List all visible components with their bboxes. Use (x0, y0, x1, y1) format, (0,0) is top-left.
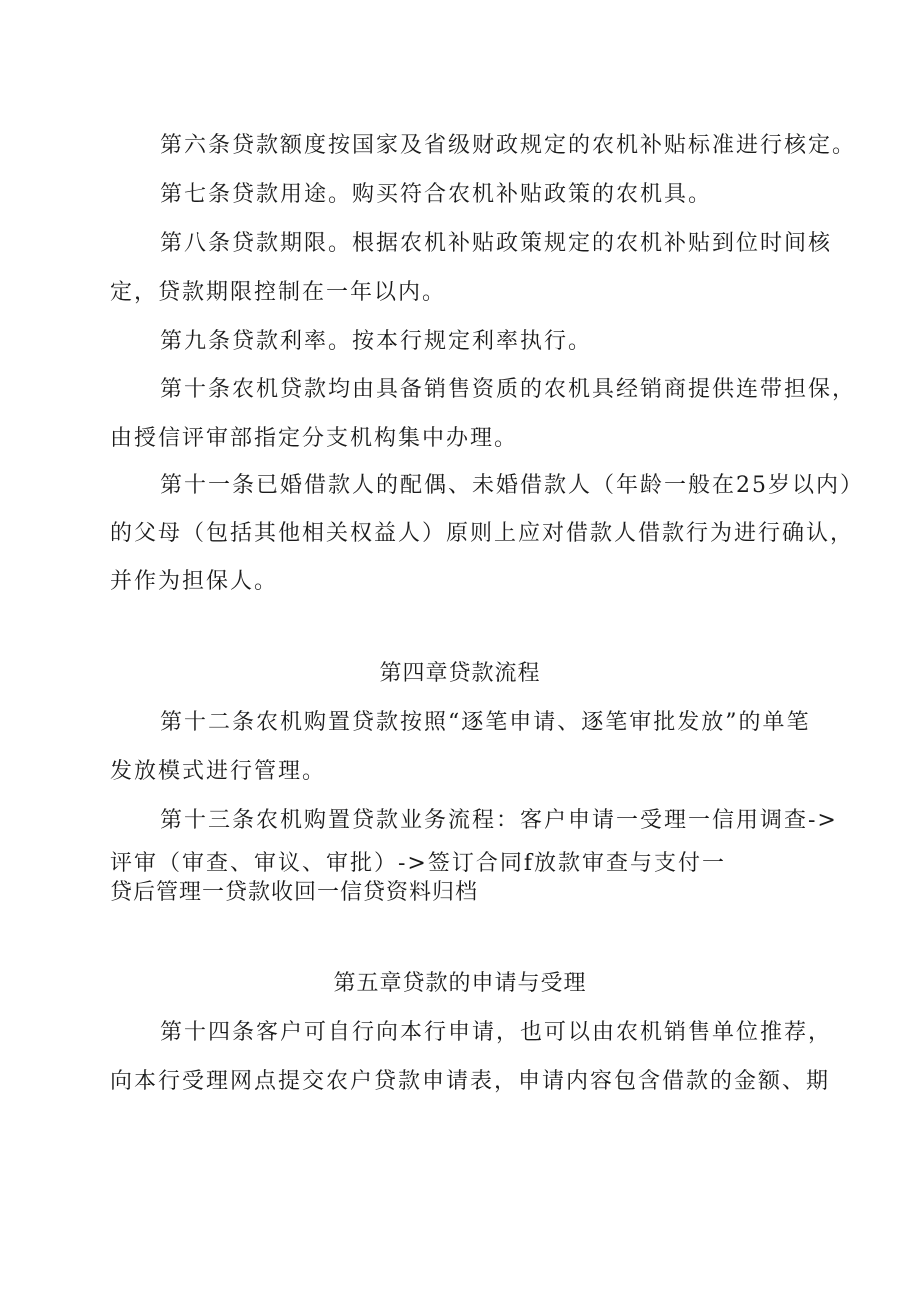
article-12-line-2: 发放模式进行管理。 (110, 759, 327, 784)
chapter-4-heading: 第四章贷款流程 (379, 661, 541, 686)
article-8-line-1: 第八条贷款期限。根据农机补贴政策规定的农机补贴到位时间核 (160, 231, 833, 256)
article-9-line: 第九条贷款利率。按本行规定利率执行。 (160, 329, 593, 354)
article-10-line-2: 由授信评审部指定分支机构集中办理。 (110, 426, 519, 451)
article-11-line-1: 第十一条已婚借款人的配偶、未婚借款人（年龄一般在25岁以内） (160, 473, 864, 498)
chapter-5-heading: 第五章贷款的申请与受理 (333, 971, 587, 996)
article-8-line-2: 定，贷款期限控制在一年以内。 (110, 280, 447, 305)
article-14-line-2: 向本行受理网点提交农户贷款申请表，申请内容包含借款的金额、期 (110, 1069, 831, 1094)
article-11-line-3: 并作为担保人。 (110, 569, 279, 594)
article-14-line-1: 第十四条客户可自行向本行申请，也可以由农机销售单位推荐， (160, 1020, 833, 1045)
article-11-line-2: 的父母（包括其他相关权益人）原则上应对借款人借款行为进行确认， (110, 521, 855, 546)
article-13-line-3: 贷后管理一贷款收回一信贷资料归档 (110, 880, 479, 905)
article-10-line-1: 第十条农机贷款均由具备销售资质的农机具经销商提供连带担保， (160, 377, 857, 402)
article-12-line-1: 第十二条农机购置贷款按照“逐笔申请、逐笔审批发放”的单笔 (160, 710, 811, 735)
article-6-line: 第六条贷款额度按国家及省级财政规定的农机补贴标准进行核定。 (160, 133, 857, 158)
article-13-line-1: 第十三条农机购置贷款业务流程：客户申请一受理一信用调查-> (160, 808, 838, 833)
article-7-line: 第七条贷款用途。购买符合农机补贴政策的农机具。 (160, 182, 713, 207)
article-13-line-2: 评审（审查、审议、审批）->签订合同f放款审查与支付一 (110, 851, 727, 876)
